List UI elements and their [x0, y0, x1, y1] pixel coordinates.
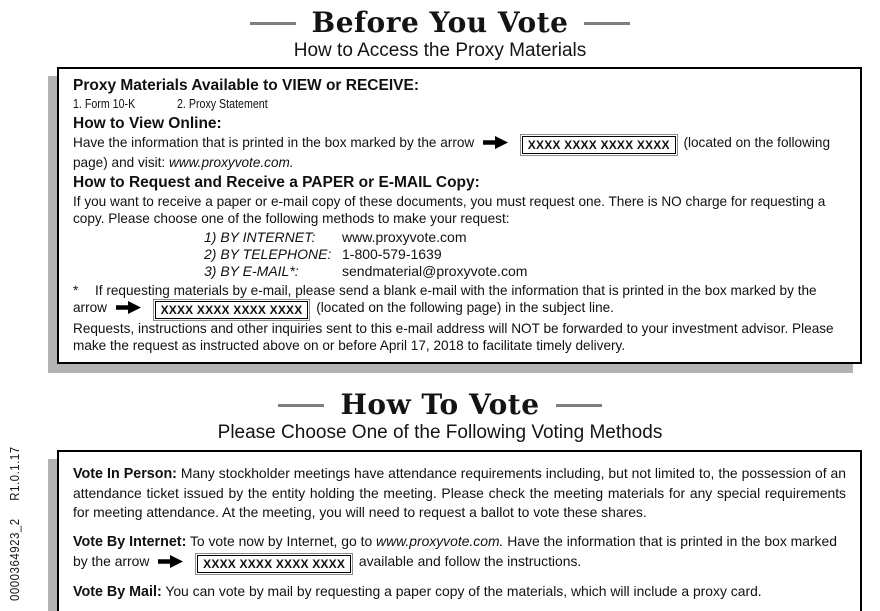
section-how-to-vote [0, 389, 880, 611]
vote-in-person-paragraph [73, 464, 846, 522]
vote-by-internet-label: Vote By Internet: [73, 534, 187, 550]
view-online-paragraph [73, 134, 846, 171]
request-copy-heading: How to Request and Receive a PAPER or E-MAIL Copy: [73, 174, 480, 191]
vote-in-person-text: Many stockholder meetings have attendance requirements including, but not limited to, the possession of an attendance ticket issued by the entity holding the meeting. Please check the meeting materials for any special requirements for meeting attendance. At the meeting, you will need to request a ballot to vote these shares. [73, 465, 846, 520]
section1-subtitle: How to Access the Proxy Materials [293, 40, 587, 61]
materials-list [73, 96, 846, 112]
title-dash-right [584, 22, 630, 25]
vote-by-internet-text-pre: To vote now by Internet, go to [189, 533, 373, 549]
vote-by-mail-paragraph [73, 582, 846, 602]
vote-by-internet-text-post: available and follow the instructions. [358, 553, 582, 569]
section2-subtitle: Please Choose One of the Following Voting Methods [217, 422, 663, 443]
vote-by-mail-label: Vote By Mail: [73, 584, 162, 600]
voting-methods-box [57, 450, 862, 611]
request-method-row [204, 229, 846, 246]
method-internet-value: www.proxyvote.com [342, 229, 467, 245]
control-number-box: XXXX XXXX XXXX XXXX [197, 555, 351, 573]
email-note-text-pre: If requesting materials by e-mail, please send a blank e-mail with the information that is printed in the box marked by the arrow [73, 283, 817, 315]
request-method-row [204, 246, 846, 263]
view-online-text-mid: (located on the following page) and visit: [73, 135, 831, 170]
view-online-heading: How to View Online: [73, 115, 222, 132]
control-number-box: XXXX XXXX XXXX XXXX [155, 301, 309, 319]
email-note-asterisk: * [73, 283, 79, 298]
request-copy-intro: If you want to receive a paper or e-mail copy of these documents, you must request one. There is NO charge for requesting a copy. Please choose one of the following methods to make your request: [73, 194, 826, 226]
vote-by-internet-text-mid: Have the information that is printed in the box marked by the arrow [73, 533, 837, 569]
materials-item-proxy-statement: 2. Proxy Statement [176, 96, 268, 111]
vote-by-internet-paragraph [73, 532, 846, 573]
title-dash-left [250, 22, 296, 25]
control-number-box: XXXX XXXX XXXX XXXX [522, 136, 676, 154]
email-note-paragraph [73, 282, 846, 319]
vote-in-person-label: Vote In Person: [73, 466, 177, 482]
form-revision: R1.0.1.17 [7, 446, 22, 501]
section1-title-row [0, 0, 880, 39]
right-arrow-icon [483, 136, 508, 153]
method-email-label: 3) BY E-MAIL*: [204, 263, 299, 279]
method-email-value: sendmaterial@proxyvote.com [342, 263, 528, 279]
form-imprint-label [7, 446, 22, 601]
section2-title-row [0, 389, 880, 421]
request-methods-list [204, 229, 846, 280]
method-telephone-label: 2) BY TELEPHONE: [204, 246, 332, 262]
materials-heading: Proxy Materials Available to VIEW or RECEIVE: [73, 77, 419, 94]
request-method-row [204, 263, 846, 280]
section1-title: Before You Vote [311, 6, 569, 39]
view-online-url: www.proxyvote.com. [168, 155, 294, 170]
section2-title: How To Vote [340, 388, 540, 421]
view-online-text-pre: Have the information that is printed in the box marked by the arrow [73, 135, 475, 150]
title-dash-right [556, 404, 602, 407]
right-arrow-icon [116, 301, 141, 318]
proxy-materials-box [57, 67, 862, 364]
vote-by-mail-text: You can vote by mail by requesting a paper copy of the materials, which will include a proxy card. [165, 583, 762, 599]
method-telephone-value: 1-800-579-1639 [342, 246, 442, 262]
email-note-text-post: (located on the following page) in the subject line. [316, 300, 614, 315]
materials-item-form-10k: 1. Form 10-K [73, 96, 136, 111]
form-id: 0000364923_2 [7, 518, 22, 601]
title-dash-left [278, 404, 324, 407]
vote-by-internet-url: www.proxyvote.com. [376, 533, 504, 549]
requests-forwarding-note: Requests, instructions and other inquiries sent to this e-mail address will NOT be forwarded to your investment advisor. Please make the request as instructed above on or before April 17, 2018 to facilitate timely delivery. [73, 321, 834, 353]
method-internet-label: 1) BY INTERNET: [204, 229, 316, 245]
right-arrow-icon [158, 554, 183, 573]
